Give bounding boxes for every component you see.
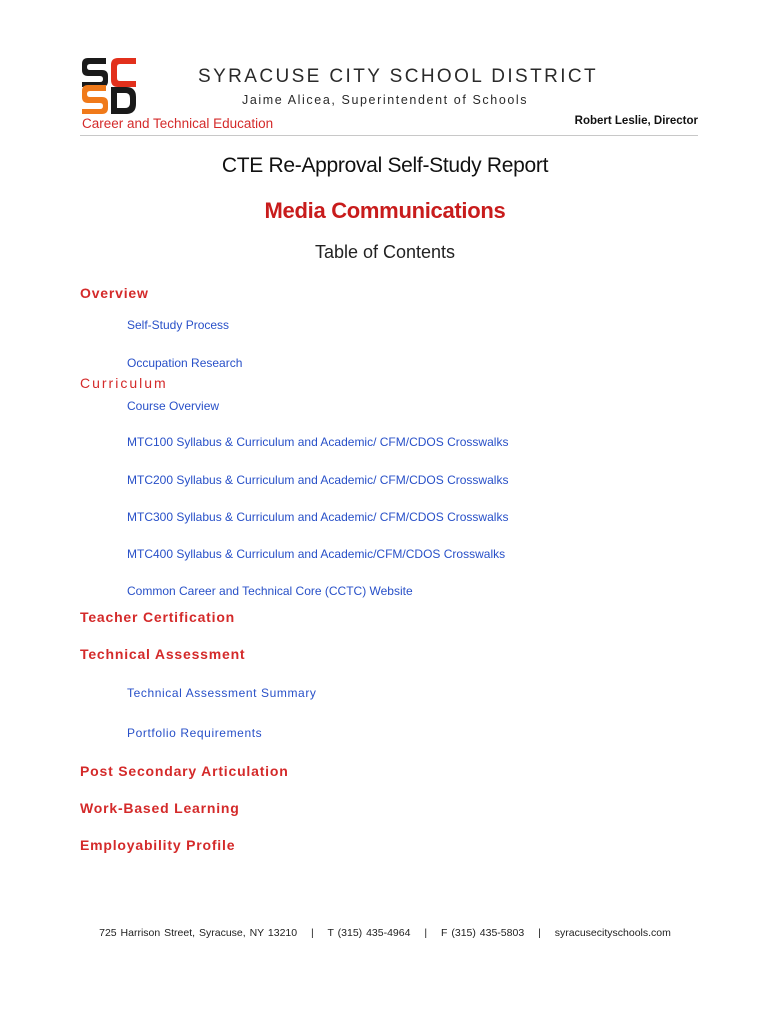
program-title: Media Communications <box>264 198 506 223</box>
header-divider <box>80 135 698 136</box>
footer-separator: | <box>311 927 314 939</box>
toc-section-overview[interactable]: Overview <box>80 285 149 301</box>
toc-link-self-study[interactable]: Self-Study Process <box>127 318 230 332</box>
toc-section-work-based-learning[interactable]: Work-Based Learning <box>80 800 240 816</box>
toc-link-mtc100[interactable]: MTC100 Syllabus & Curriculum and Academic/ CFM/CDOS Crosswalks <box>127 435 509 449</box>
toc-section-employability-profile[interactable]: Employability Profile <box>80 837 236 853</box>
toc-link-occupation-research[interactable]: Occupation Research <box>127 356 243 370</box>
footer-address: 725 Harrison Street, Syracuse, NY 13210 <box>99 927 298 939</box>
toc-heading: Table of Contents <box>314 242 456 262</box>
director-name: Robert Leslie, Director <box>574 115 698 127</box>
footer-phone: T (315) 435-4964 <box>327 927 411 939</box>
toc-section-post-secondary[interactable]: Post Secondary Articulation <box>80 763 289 779</box>
toc-link-mtc400[interactable]: MTC400 Syllabus & Curriculum and Academic/CFM/CDOS Crosswalks <box>127 547 506 561</box>
footer-separator: | <box>538 927 541 939</box>
toc-section-curriculum[interactable]: Curriculum <box>80 375 168 391</box>
toc-link-portfolio-requirements[interactable]: Portfolio Requirements <box>127 726 263 740</box>
toc-section-teacher-certification[interactable]: Teacher Certification <box>80 609 236 625</box>
toc-section-technical-assessment[interactable]: Technical Assessment <box>80 646 246 662</box>
footer-website[interactable]: syracusecityschools.com <box>554 927 671 939</box>
toc-link-technical-assessment-summary[interactable]: Technical Assessment Summary <box>127 686 317 700</box>
toc-link-course-overview[interactable]: Course Overview <box>127 399 220 413</box>
footer-contact <box>0 927 770 939</box>
superintendent-line: Jaime Alicea, Superintendent of Schools <box>242 93 529 107</box>
department-name: Career and Technical Education <box>82 116 274 131</box>
scsd-logo <box>80 55 138 115</box>
district-name: SYRACUSE CITY SCHOOL DISTRICT <box>198 66 599 87</box>
toc-link-mtc200[interactable]: MTC200 Syllabus & Curriculum and Academic/ CFM/CDOS Crosswalks <box>127 473 509 487</box>
report-title: CTE Re-Approval Self-Study Report <box>221 154 549 177</box>
footer-fax: F (315) 435-5803 <box>441 927 525 939</box>
toc-link-cctc-website[interactable]: Common Career and Technical Core (CCTC) Website <box>127 584 413 598</box>
toc-link-mtc300[interactable]: MTC300 Syllabus & Curriculum and Academic/ CFM/CDOS Crosswalks <box>127 510 509 524</box>
footer-separator: | <box>424 927 428 939</box>
